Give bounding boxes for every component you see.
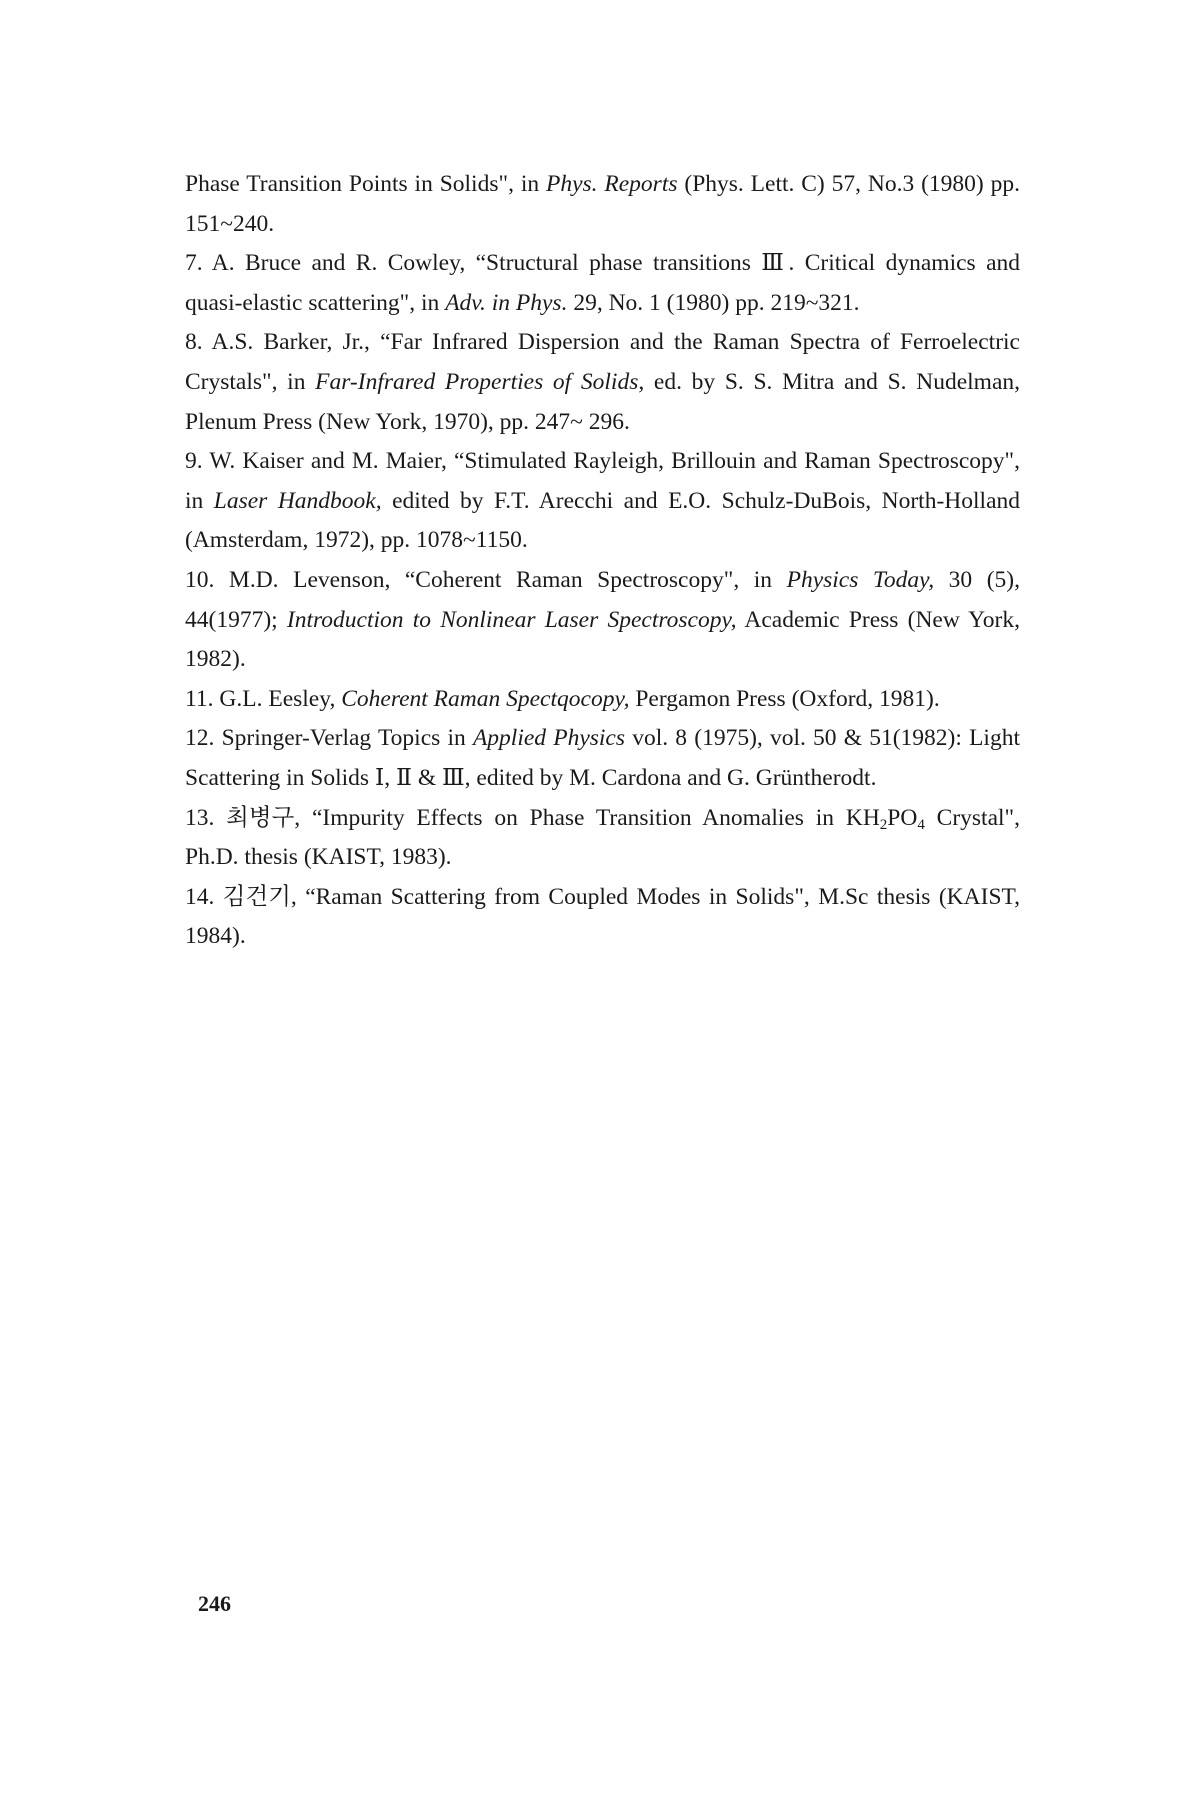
reference-text: vol. 8 (1975), vol. 50 & 51(1982): Light Scattering in Solids Ⅰ, Ⅱ & Ⅲ, edited by M. Cardona and G. Grüntherodt. xyxy=(185,725,1020,791)
reference-text: 29, No. 1 (1980) pp. 219~321. xyxy=(567,289,860,316)
reference-text: 최병구, “Impurity Effects on Phase Transition Anomalies in KH xyxy=(214,804,880,831)
reference-text: A. Bruce and R. Cowley, “Structural phase transitions Ⅲ. Critical dynamics and quasi-elastic scattering", in xyxy=(185,250,1020,316)
reference-text: W. Kaiser and M. Maier, “Stimulated Rayleigh, Brillouin and Raman Spectroscopy", in xyxy=(185,448,1020,514)
subscript: 4 xyxy=(917,816,925,833)
reference-journal: Far-Infrared Properties of Solids, xyxy=(315,368,645,395)
reference-book-title: Introduction to Nonlinear Laser Spectroscopy, xyxy=(286,606,737,633)
subscript: 2 xyxy=(879,816,888,833)
reference-number: 13. xyxy=(185,804,215,831)
reference-text: PO xyxy=(887,804,918,831)
reference-number: 14. xyxy=(185,883,215,910)
reference-text: 김건기, “Raman Scattering from Coupled Modes in Solids", M.Sc thesis (KAIST, 1984). xyxy=(185,883,1020,950)
reference-book-title: Coherent Raman Spectqocopy, xyxy=(341,685,630,712)
reference-number: 8. xyxy=(185,329,203,356)
reference-item xyxy=(185,244,1020,323)
reference-item xyxy=(185,165,1020,244)
reference-text: ed. by S. S. Mitra and S. Nudelman, Plenum Press (New York, 1970), pp. 247~ 296. xyxy=(185,368,1020,435)
reference-text: edited by F.T. Arecchi and E.O. Schulz-DuBois, North-Holland (Amsterdam, 1972), pp. 1078~1150. xyxy=(185,487,1020,554)
reference-journal: Applied Physics xyxy=(472,725,626,752)
reference-item xyxy=(185,680,1020,720)
reference-text: 30 (5), 44(1977); xyxy=(185,566,1020,633)
reference-item xyxy=(185,719,1020,798)
reference-number: 11. xyxy=(185,685,214,712)
reference-text: M.D. Levenson, “Coherent Raman Spectroscopy", in xyxy=(214,566,787,593)
reference-number: 10. xyxy=(185,566,215,593)
reference-text: Springer-Verlag Topics in xyxy=(214,725,473,752)
reference-item xyxy=(185,323,1020,442)
reference-journal: Adv. in Phys. xyxy=(445,289,568,316)
reference-text: (Phys. Lett. C) 57, No.3 (1980) pp. 151~240. xyxy=(185,171,1020,237)
reference-item xyxy=(185,561,1020,680)
reference-number: 9. xyxy=(185,448,203,475)
reference-number: 12. xyxy=(185,725,215,752)
reference-text: Phase Transition Points in Solids", in xyxy=(185,171,546,197)
reference-item xyxy=(185,799,1020,878)
reference-text: A.S. Barker, Jr., “Far Infrared Dispersion and the Raman Spectra of Ferroelectric Crystals", in xyxy=(185,329,1020,395)
reference-number: 7. xyxy=(185,250,203,277)
reference-list xyxy=(185,165,1020,957)
page-number: 246 xyxy=(198,1591,231,1616)
reference-journal: Physics Today, xyxy=(786,566,935,593)
reference-item xyxy=(185,442,1020,561)
reference-text: Crystal", Ph.D. thesis (KAIST, 1983). xyxy=(185,804,1020,871)
reference-item xyxy=(185,878,1020,957)
reference-text: G.L. Eesley, xyxy=(213,685,342,712)
reference-journal: Phys. Reports xyxy=(545,171,678,197)
reference-text: Academic Press (New York, 1982). xyxy=(185,606,1020,673)
reference-text: Pergamon Press (Oxford, 1981). xyxy=(629,685,940,712)
reference-journal: Laser Handbook, xyxy=(213,487,382,514)
